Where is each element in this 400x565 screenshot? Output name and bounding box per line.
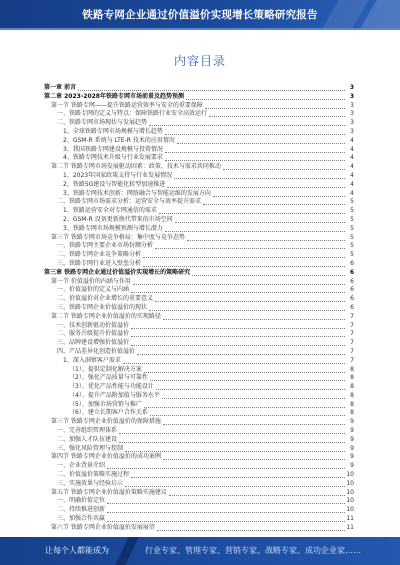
toc-dot-leader <box>186 93 345 100</box>
toc-page-number: 9 <box>350 427 354 435</box>
toc-page-number: 9 <box>350 435 354 443</box>
toc-dot-leader <box>177 137 345 144</box>
toc-page-number: 3 <box>350 101 354 109</box>
toc-entry[interactable] <box>44 216 354 225</box>
toc-entry-title: 2、GSM-R 设备更新换代带来的市场空间 <box>63 215 173 223</box>
toc-page-number: 7 <box>350 330 354 338</box>
table-of-contents <box>44 84 354 533</box>
toc-entry-title: 2、GSM-R 系统与 LTE-R 技术的应用情况 <box>63 136 175 144</box>
toc-dot-leader <box>205 102 345 109</box>
toc-dot-leader <box>157 524 345 531</box>
toc-dot-leader <box>174 172 345 179</box>
toc-dot-leader <box>187 234 345 241</box>
toc-page-number: 5 <box>350 251 354 259</box>
toc-dot-leader <box>131 286 345 293</box>
toc-dot-leader <box>165 154 345 161</box>
toc-entry-title: 第三节 铁路专网企业价值溢价的保障措施 <box>51 418 161 426</box>
toc-dot-leader <box>149 304 345 311</box>
footer-divider <box>115 537 138 565</box>
toc-dot-leader <box>209 110 345 117</box>
toc-page-number: 11 <box>346 523 354 531</box>
toc-entry[interactable] <box>44 260 354 269</box>
toc-dot-leader <box>163 418 345 425</box>
toc-page-number: 5 <box>350 233 354 241</box>
toc-entry-title: 二、铁路专网市场需求分析：运营安全与效率提升需求 <box>57 198 202 206</box>
toc-entry[interactable] <box>44 453 354 462</box>
toc-entry[interactable] <box>44 462 354 471</box>
toc-dot-leader <box>131 471 345 478</box>
toc-entry-title: 一、完善组织管理体系 <box>57 427 118 435</box>
toc-dot-leader <box>150 374 345 381</box>
toc-heading: 内容目录 <box>173 54 226 68</box>
toc-entry[interactable] <box>44 84 354 93</box>
toc-entry[interactable] <box>44 110 354 119</box>
toc-entry-title: 二、价值溢价对企业增长的重要意义 <box>57 295 154 303</box>
toc-entry[interactable] <box>44 409 354 418</box>
footer-slogan: 让每个人都能成为 <box>45 546 109 555</box>
toc-entry-title: 2、铁路5G建设与智能化转型加速推进 <box>63 180 166 188</box>
toc-dot-leader <box>163 453 345 460</box>
toc-entry-title: 三、加强合作共赢 <box>57 515 106 523</box>
toc-page-number: 3 <box>350 119 354 127</box>
toc-entry-title: 3、铁路专网市场规模预测与增长潜力 <box>63 224 163 232</box>
toc-entry[interactable] <box>44 304 354 313</box>
toc-page-number: 9 <box>350 462 354 470</box>
toc-page-number: 6 <box>350 303 354 311</box>
toc-entry[interactable] <box>44 524 354 533</box>
toc-page-number: 4 <box>350 180 354 188</box>
toc-entry-title: 3、铁路专网技术创新：网络融合与智能运维的发展方向 <box>63 189 211 197</box>
toc-page-number: 8 <box>350 365 354 373</box>
toc-entry-title: （6）、建立长期客户合作关系 <box>69 409 148 417</box>
toc-entry-title: 一、铁路专网的定义与特点：保障铁路行业安全高效运行 <box>57 110 208 118</box>
toc-entry-title: 二、持续推进创新 <box>57 506 106 514</box>
toc-dot-leader <box>203 198 345 205</box>
toc-page-number: 5 <box>350 207 354 215</box>
toc-entry[interactable] <box>44 366 354 375</box>
toc-entry[interactable] <box>44 330 354 339</box>
toc-entry[interactable] <box>44 383 354 392</box>
toc-page-number: 6 <box>350 277 354 285</box>
toc-dot-leader <box>131 339 345 346</box>
toc-entry-title: 第三节 铁路专网市场竞争格局：集中度与竞争态势 <box>51 233 185 241</box>
toc-dot-leader <box>143 260 345 267</box>
toc-page-number: 8 <box>350 391 354 399</box>
toc-entry-title: 1、铁路运营安全对专网通信的需求 <box>63 207 157 215</box>
toc-dot-leader <box>165 146 345 153</box>
toc-entry-title: 二、铁路专网企业竞争策略分析 <box>57 251 142 259</box>
toc-entry[interactable] <box>44 480 354 489</box>
toc-dot-leader <box>155 295 345 302</box>
toc-entry-title: 第三章 铁路专网企业通过价值溢价实现增长的策略研究 <box>44 268 191 276</box>
toc-page-number: 11 <box>346 515 354 523</box>
toc-dot-leader <box>144 401 345 408</box>
toc-entry-title: 第一节 价值溢价的内涵与作用 <box>51 277 131 285</box>
toc-dot-leader <box>155 242 345 249</box>
toc-entry[interactable] <box>44 374 354 383</box>
toc-dot-leader <box>123 357 345 364</box>
toc-entry[interactable] <box>44 163 354 172</box>
toc-entry[interactable] <box>44 269 354 278</box>
toc-dot-leader <box>131 330 345 337</box>
toc-page-number: 9 <box>350 453 354 461</box>
toc-page-number: 10 <box>346 497 354 505</box>
toc-page-number: 10 <box>346 471 354 479</box>
toc-page-number: 10 <box>346 479 354 487</box>
toc-dot-leader <box>159 207 345 214</box>
toc-entry-title: 四、产品差异化创造价值溢价 <box>57 347 136 355</box>
toc-entry-title: 三、铁路专网企业价值溢价的现状 <box>57 303 148 311</box>
toc-entry[interactable] <box>44 242 354 251</box>
toc-entry[interactable] <box>44 278 354 287</box>
toc-dot-leader <box>119 427 345 434</box>
toc-entry[interactable] <box>44 295 354 304</box>
toc-entry-title: 三、品牌建设增强价值溢价 <box>57 339 130 347</box>
toc-entry[interactable] <box>44 357 354 366</box>
toc-entry-title: 一、明确价值定位 <box>57 497 106 505</box>
toc-page-number: 7 <box>350 356 354 364</box>
toc-entry[interactable] <box>44 198 354 207</box>
toc-page-number: 5 <box>350 242 354 250</box>
toc-entry-title: 一、企业背景介绍 <box>57 462 106 470</box>
toc-dot-leader <box>125 445 345 452</box>
toc-page-number: 5 <box>350 198 354 206</box>
toc-entry-title: 1、2023年国家政策支持与行业发展情况 <box>63 171 173 179</box>
toc-page-number: 4 <box>350 171 354 179</box>
toc-page-number: 8 <box>350 409 354 417</box>
toc-dot-leader <box>149 119 345 126</box>
toc-entry-title: 一、技术创新驱动价值溢价 <box>57 321 130 329</box>
toc-dot-leader <box>143 251 345 258</box>
toc-entry[interactable] <box>44 286 354 295</box>
toc-page-number: 10 <box>346 506 354 514</box>
toc-page-number: 8 <box>350 383 354 391</box>
toc-entry-title: 三、强化风险管理与控制 <box>57 444 124 452</box>
toc-entry-title: 第五节 铁路专网企业价值溢价策略实施建议 <box>51 488 167 496</box>
toc-dot-leader <box>213 190 345 197</box>
toc-entry-title: （3）、优化产品性能与功能设计 <box>69 383 154 391</box>
toc-dot-leader <box>156 383 345 390</box>
toc-entry[interactable] <box>44 322 354 331</box>
toc-entry-title: 三、实施效果与经验启示 <box>57 479 124 487</box>
footer-roles: 行业专家、管理专家、营销专家、战略专家、成功企业家…… <box>145 546 361 555</box>
toc-entry[interactable] <box>44 154 354 163</box>
toc-dot-leader <box>169 489 345 496</box>
toc-entry-title: 1、全球铁路专网市场规模与增长趋势 <box>63 127 163 135</box>
toc-page-number: 7 <box>350 347 354 355</box>
report-header <box>0 0 400 30</box>
report-title: 铁路专网企业通过价值溢价实现增长策略研究报告 <box>82 9 318 21</box>
toc-page-number: 6 <box>349 268 354 276</box>
toc-page-number: 7 <box>350 312 354 320</box>
toc-dot-leader <box>133 278 345 285</box>
report-footer <box>0 537 400 565</box>
toc-entry[interactable] <box>44 392 354 401</box>
toc-page-number: 6 <box>350 286 354 294</box>
toc-entry-title: 第一节 铁路专网——提升铁路运营效率与安全的重要保障 <box>51 101 203 109</box>
toc-page-number: 4 <box>350 189 354 197</box>
toc-entry-title: 一、价值溢价的定义与内涵 <box>57 286 130 294</box>
toc-page-number: 4 <box>350 154 354 162</box>
toc-entry[interactable] <box>44 471 354 480</box>
toc-entry-title: 第六节 铁路专网企业价值溢价发展展望 <box>51 523 155 531</box>
toc-dot-leader <box>150 409 345 416</box>
toc-dot-leader <box>165 225 345 232</box>
toc-dot-leader <box>119 436 345 443</box>
toc-entry-title: 第二节 铁路专网市场发展驱动因素：政策、技术与需求共同推动 <box>51 163 221 171</box>
toc-page-number: 7 <box>350 321 354 329</box>
toc-page-number: 3 <box>349 84 354 91</box>
toc-page-number: 4 <box>350 136 354 144</box>
toc-entry-title: 二、加强人才队伍建设 <box>57 435 118 443</box>
toc-entry-title: 二、价值溢价策略实施过程 <box>57 471 130 479</box>
toc-entry[interactable] <box>44 207 354 216</box>
toc-entry[interactable] <box>44 515 354 524</box>
toc-page-number: 7 <box>350 339 354 347</box>
toc-entry-title: （2）、强化产品质量与可靠性 <box>69 374 148 382</box>
toc-dot-leader <box>163 313 345 320</box>
toc-entry-title: 三、铁路专网行业进入壁垒分析 <box>57 259 142 267</box>
toc-dot-leader <box>107 515 345 522</box>
toc-entry[interactable] <box>44 225 354 234</box>
toc-page-number: 9 <box>350 444 354 452</box>
toc-dot-leader <box>175 216 345 223</box>
toc-entry[interactable] <box>44 172 354 181</box>
toc-entry-title: 3、我国铁路专网建设规模与投资情况 <box>63 145 163 153</box>
toc-dot-leader <box>137 348 345 355</box>
toc-entry-title: （1）、提供定制化解决方案 <box>69 365 142 373</box>
toc-page-number: 8 <box>350 400 354 408</box>
toc-entry[interactable] <box>44 119 354 128</box>
toc-entry-title: 1、深入洞察客户需求 <box>63 356 121 364</box>
toc-entry-title: 二、铁路专网市场现状与发展趋势 <box>57 119 148 127</box>
toc-entry[interactable] <box>44 506 354 515</box>
toc-entry-title: 一、铁路专网主要企业市场份额分析 <box>57 242 154 250</box>
toc-page-number: 6 <box>350 295 354 303</box>
toc-entry-title: 二、服务升级提升价值溢价 <box>57 330 130 338</box>
toc-page-number: 5 <box>350 215 354 223</box>
toc-dot-leader <box>223 163 345 170</box>
toc-entry[interactable] <box>44 348 354 357</box>
toc-dot-leader <box>107 506 345 513</box>
toc-page-number: 8 <box>350 374 354 382</box>
toc-entry[interactable] <box>44 93 354 102</box>
toc-dot-leader <box>107 462 345 469</box>
toc-page-number: 3 <box>350 127 354 135</box>
toc-entry[interactable] <box>44 427 354 436</box>
toc-entry[interactable] <box>44 313 354 322</box>
toc-page-number: 3 <box>350 110 354 118</box>
toc-entry[interactable] <box>44 418 354 427</box>
toc-page-number: 3 <box>349 92 354 100</box>
toc-page-number: 4 <box>350 145 354 153</box>
toc-page-number: 9 <box>350 418 354 426</box>
toc-entry-title: （5）、加强市场营销与推广 <box>69 400 142 408</box>
toc-entry[interactable] <box>44 128 354 137</box>
toc-entry-title: 第四节 铁路专网企业价值溢价的成功案例 <box>51 453 161 461</box>
toc-page-number: 4 <box>350 163 354 171</box>
toc-dot-leader <box>167 181 345 188</box>
toc-page-number: 10 <box>346 488 354 496</box>
toc-dot-leader <box>107 497 345 504</box>
toc-entry[interactable] <box>44 181 354 190</box>
toc-dot-leader <box>78 84 345 91</box>
toc-entry[interactable] <box>44 339 354 348</box>
toc-entry[interactable] <box>44 251 354 260</box>
toc-entry[interactable] <box>44 436 354 445</box>
toc-dot-leader <box>144 366 345 373</box>
toc-entry[interactable] <box>44 137 354 146</box>
toc-entry-title: 4、铁路专网技术升级与行业发展要求 <box>63 154 163 162</box>
toc-entry-title: 第二节 铁路专网企业价值溢价的实现路径 <box>51 312 161 320</box>
toc-dot-leader <box>125 480 345 487</box>
toc-page-number: 6 <box>350 259 354 267</box>
toc-entry-title: （4）、提升产品附加值与服务水平 <box>69 391 160 399</box>
toc-dot-leader <box>162 392 345 399</box>
toc-dot-leader <box>131 322 345 329</box>
toc-entry-title: 第二章 2023-2028年铁路专网市场前景及趋势预测 <box>44 92 184 100</box>
toc-dot-leader <box>192 269 345 276</box>
toc-page-number: 5 <box>350 224 354 232</box>
toc-dot-leader <box>165 128 345 135</box>
toc-entry-title: 第一章 前言 <box>44 84 77 91</box>
toc-entry[interactable] <box>44 497 354 506</box>
